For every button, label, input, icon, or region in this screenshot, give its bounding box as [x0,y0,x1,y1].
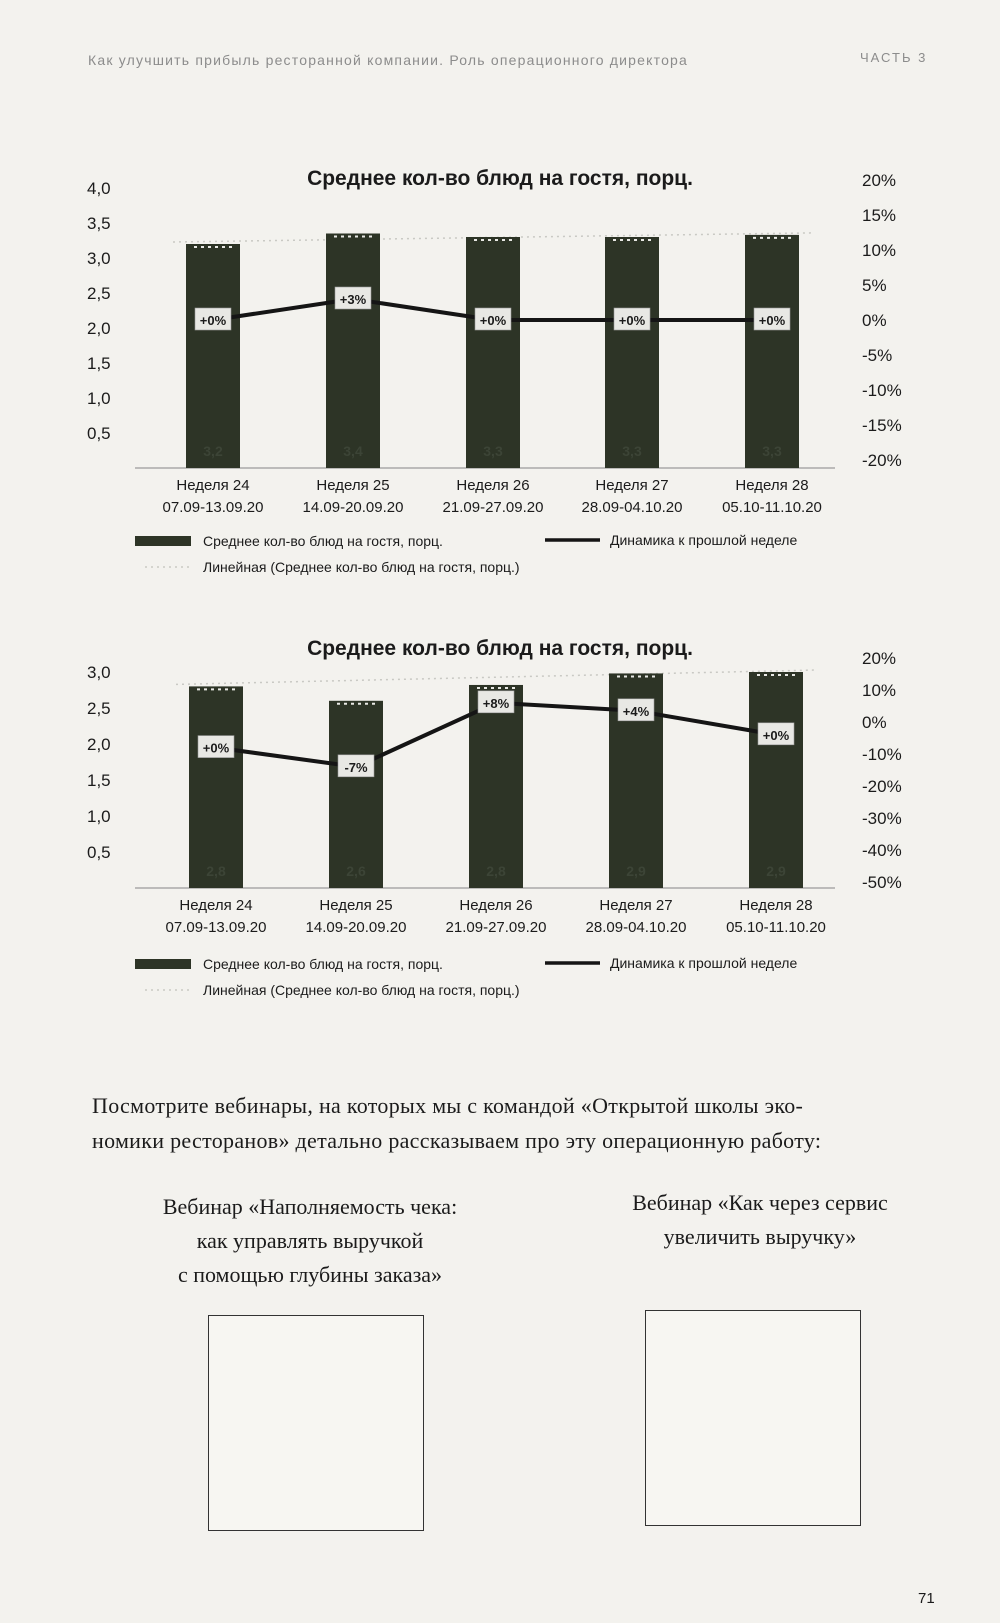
left-axis-tick-label: 3,5 [87,214,111,233]
legend-line-label: Динамика к прошлой неделе [610,955,798,971]
webinar-title-service-revenue [580,1186,940,1254]
bar-dishes-per-guest [605,237,659,468]
legend-bar-label: Среднее кол-во блюд на гостя, порц. [203,956,443,972]
bar-dishes-per-guest [749,672,803,888]
right-axis-tick-label: 20% [862,649,897,668]
part-label: ЧАСТЬ 3 [860,50,928,65]
x-axis-date-label: 28.09-04.10.20 [585,919,687,936]
webinar-title-line: с помощью глубины заказа» [177,1262,443,1287]
x-axis-date-label: 14.09-20.09.20 [302,499,404,516]
body-line: номики ресторанов» детально рассказываем про эту операционную работу: [92,1128,822,1153]
left-axis-tick-label: 1,5 [87,354,111,373]
legend-bar-swatch [135,959,191,969]
bar-dishes-per-guest [326,234,380,469]
dynamics-label: +0% [202,740,230,756]
x-axis-category-label: Неделя 28 [735,477,809,494]
left-axis-tick-label: 0,5 [87,424,111,443]
x-axis-category-label: Неделя 25 [316,477,390,494]
left-axis-tick-label: 1,5 [87,771,111,790]
bar-value-label: 3,4 [343,443,363,459]
bar-value-label: 2,8 [486,863,506,879]
left-axis-tick-label: 3,0 [87,249,111,268]
left-axis-tick-label: 2,5 [87,284,111,303]
x-axis-category-label: Неделя 28 [739,897,813,914]
left-axis-tick-label: 3,0 [87,663,111,682]
left-axis-tick-label: 0,5 [87,843,111,862]
webinar-title-line: Вебинар «Как через сервис [632,1190,888,1215]
dynamics-label: +4% [622,703,650,719]
dynamics-label: +0% [762,727,790,743]
x-axis-date-label: 07.09-13.09.20 [165,919,267,936]
legend-trend-label: Линейная (Среднее кол-во блюд на гостя, порц.) [203,559,520,575]
right-axis-tick-label: -30% [862,809,902,828]
chart-dishes-per-guest-1 [0,150,1000,600]
right-axis-tick-label: -5% [862,346,893,365]
page-number: 71 [918,1590,935,1607]
qr-code-placeholder-webinar-1[interactable] [208,1315,424,1531]
legend-line-label: Динамика к прошлой неделе [610,532,798,548]
bar-value-label: 3,3 [762,443,782,459]
left-axis-tick-label: 4,0 [87,179,111,198]
dynamics-label: +8% [482,695,510,711]
bar-dishes-per-guest [329,701,383,888]
webinar-title-check-fill [125,1190,495,1292]
right-axis-tick-label: 0% [862,311,887,330]
linear-trend-line [176,670,816,684]
dynamics-label: +0% [758,313,786,328]
bar-value-label: 3,3 [622,443,642,459]
bar-value-label: 2,9 [626,863,646,879]
x-axis-category-label: Неделя 24 [176,477,250,494]
bar-value-label: 2,9 [766,863,786,879]
legend-bar-label: Среднее кол-во блюд на гостя, порц. [203,533,443,549]
right-axis-tick-label: 10% [862,681,897,700]
right-axis-tick-label: -50% [862,873,902,892]
qr-code-placeholder-webinar-2[interactable] [645,1310,861,1526]
x-axis-category-label: Неделя 26 [456,477,530,494]
right-axis-tick-label: -20% [862,777,902,796]
right-axis-tick-label: -10% [862,745,902,764]
chart-dishes-per-guest-2 [0,620,1000,1050]
left-axis-tick-label: 1,0 [87,807,111,826]
body-line: Посмотрите вебинары, на которых мы с командой «Открытой школы эко- [92,1093,804,1118]
legend-bar-swatch [135,536,191,546]
x-axis-category-label: Неделя 24 [179,897,253,914]
dynamics-label: -7% [344,759,368,775]
x-axis-category-label: Неделя 26 [459,897,533,914]
running-title: Как улучшить прибыль ресторанной компании. Роль операционного директора [88,52,689,68]
bar-dishes-per-guest [745,235,799,468]
chart-title: Среднее кол-во блюд на гостя, порц. [307,637,693,660]
left-axis-tick-label: 2,0 [87,319,111,338]
left-axis-tick-label: 1,0 [87,389,111,408]
chart-title: Среднее кол-во блюд на гостя, порц. [307,167,693,190]
right-axis-tick-label: -20% [862,451,902,470]
left-axis-tick-label: 2,5 [87,699,111,718]
x-axis-category-label: Неделя 27 [599,897,673,914]
right-axis-tick-label: 5% [862,276,887,295]
right-axis-tick-label: 10% [862,241,897,260]
bar-dishes-per-guest [186,244,240,468]
right-axis-tick-label: -40% [862,841,902,860]
legend-trend-label: Линейная (Среднее кол-во блюд на гостя, порц.) [203,982,520,998]
x-axis-date-label: 21.09-27.09.20 [442,499,544,516]
bar-value-label: 2,6 [346,863,366,879]
right-axis-tick-label: -15% [862,416,902,435]
bar-value-label: 2,8 [206,863,226,879]
bar-value-label: 3,2 [203,443,223,459]
webinar-title-line: Вебинар «Наполняемость чека: [162,1194,458,1219]
bar-dishes-per-guest [469,685,523,888]
webinar-title-line: как управлять выручкой [196,1228,424,1253]
x-axis-date-label: 05.10-11.10.20 [722,499,822,516]
right-axis-tick-label: 15% [862,206,897,225]
right-axis-tick-label: 0% [862,713,887,732]
right-axis-tick-label: 20% [862,171,897,190]
bar-value-label: 3,3 [483,443,503,459]
dynamics-label: +0% [199,313,227,328]
x-axis-date-label: 28.09-04.10.20 [581,499,683,516]
dynamics-label: +3% [339,292,367,307]
x-axis-category-label: Неделя 27 [595,477,669,494]
x-axis-category-label: Неделя 25 [319,897,393,914]
bar-dishes-per-guest [189,686,243,888]
x-axis-date-label: 05.10-11.10.20 [726,919,826,936]
x-axis-date-label: 07.09-13.09.20 [162,499,264,516]
dynamics-label: +0% [618,313,646,328]
x-axis-date-label: 21.09-27.09.20 [445,919,547,936]
bar-dishes-per-guest [466,237,520,468]
webinar-title-line: увеличить выручку» [663,1224,857,1249]
body-paragraph [92,1088,932,1158]
x-axis-date-label: 14.09-20.09.20 [305,919,407,936]
right-axis-tick-label: -10% [862,381,902,400]
dynamics-label: +0% [479,313,507,328]
left-axis-tick-label: 2,0 [87,735,111,754]
